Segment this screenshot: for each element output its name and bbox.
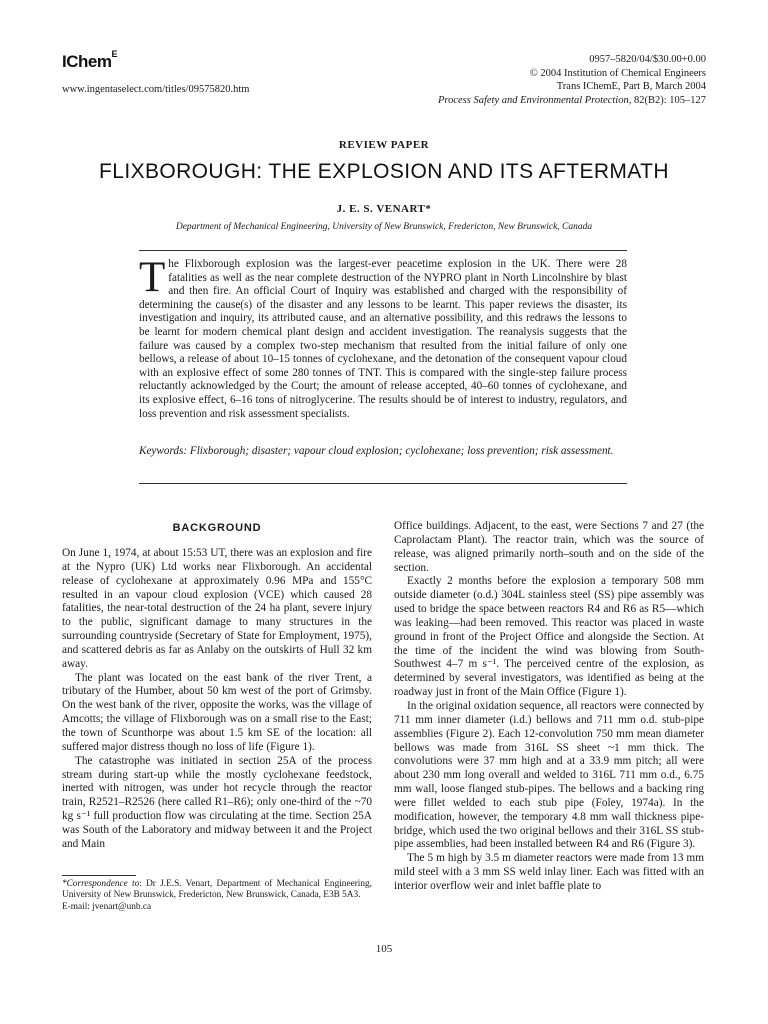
journal-volume: 82(B2): 105–127: [631, 94, 706, 106]
body-paragraph: On June 1, 1974, at about 15:53 UT, there was an explosion and fire at the Nypro (UK) Ltd works near Flixborough. An accidental release of cyclohexane at approximately 0.96 MPa and 155°C resulted in an vapour cloud explosion (VCE) which caused 28 fatalities, the near-total destruction of the 24 ha plant, severe injury to the public, significant damage to many structures in the surrounding countryside (Secretary of State for Employment, 1975), and scattered debris as far as Anlaby on the outskirts of Hull 32 km away.: [62, 547, 372, 670]
transactions-line: Trans IChemE, Part B, March 2004: [556, 81, 706, 92]
body-paragraph: Office buildings. Adjacent, to the east, were Sections 7 and 27 (the Caprolactam Plant). The reactor train, which was the source of release, was aligned primarily north–south and on the side of the section.: [394, 520, 704, 574]
footnote-text: : Dr J.E.S. Venart, Department of Mechanical Engineering, University of New Brunswick, Fredericton, New Brunswick, Canada, E3B 5A3.: [62, 879, 373, 901]
keywords: Keywords: Flixborough; disaster; vapour cloud explosion; cyclohexane; loss prevention; risk assessment.: [139, 445, 614, 457]
body-paragraph: The catastrophe was initiated in section 25A of the process stream during start-up while the mostly cyclohexane feedstock, inerted with nitrogen, was under hot recycle through the reactor train, R2521–R2526 (here called R1–R6); only one-third of the ~70 kg s⁻¹ full production flow was circulating at the time. Section 25A was South of the Laboratory and midway between it and the Project and Main: [62, 754, 372, 850]
abstract-top-rule: [139, 250, 627, 251]
icheme-logo: [62, 49, 117, 72]
paper-type: REVIEW PAPER: [338, 139, 430, 151]
body-column-left: [62, 547, 372, 852]
correspondence-footnote: [62, 879, 372, 913]
footnote-rule: [62, 875, 136, 876]
abstract-text: he Flixborough explosion was the largest-ever peacetime explosion in the UK. There were 28 fatalities as well as the near complete destruction of the NYPRO plant in North Lincolnshire by blast and then fire. An official Court of Inquiry was established and charged with the responsibility of determining the cause(s) of the disaster and any lessons to be learnt. This paper reviews the disaster, its investigation and inquiry, its attributed cause, and an alternative possibility, and this redraws the lessons to be learnt for modern chemical plant design and accident investigation. The reanalysis suggests that the failure was caused by a complex two-step mechanism that resulted from the initial failure of only one bellows, a release of about 10–15 tonnes of cyclohexane, and the detonation of the consequent vapour cloud with an explosive effect of some 280 tonnes of TNT. This is compared with the single-step failure process reluctantly acknowledged by the Court; the amount of release accepted, 40–60 tonnes of cyclohexane, and its explosive effect, 6–16 tons of nitroglycerine. The results should be of interest to industry, regulators, and loss prevention and risk assessment specialists.: [139, 258, 627, 420]
copyright-line: © 2004 Institution of Chemical Engineers: [529, 67, 706, 79]
body-paragraph: In the original oxidation sequence, all reactors were connected by 711 mm inner diameter (i.d.) bellows and 711 mm o.d. stub-pipe assemblies (Figure 2). Each 12-convolution 750 mm mean diameter bellows was made from 316L SS sheet ~1 mm thick. The convolutions were 37 mm high and at a 33.9 mm pitch; all were about 230 mm long overall and welded to 316L 711 mm o.d., 6.75 mm wall, loose flanged stub-pipes. The bellows and a backing ring were fillet welded to each stub pipe (Foley, 1974a). In the modification, however, the temporary 4.8 mm wall thickness pipe-bridge, which used the two original bellows and their 316L SS stub-pipe assemblies, had been installed between R4 and R6 (Figure 3).: [394, 699, 704, 851]
abstract: [139, 254, 627, 421]
footnote-email[interactable]: E-mail: jvenart@unb.ca: [62, 901, 152, 912]
body-paragraph: The plant was located on the east bank of the river Trent, a tributary of the Humber, about 50 km west of the port of Grimsby. On the west bank of the river, opposite the works, was the village of Amcotts; the village of Flixborough was on a small rise to the East; the town of Scunthorpe was about 1.5 km SE of the location: all suffered major distress though no loss of life (Figure 1).: [62, 671, 372, 753]
footnote-label: *Correspondence to: [62, 879, 140, 889]
author-name: J. E. S. VENART*: [336, 203, 432, 215]
logo-main-text: IChem: [62, 52, 112, 71]
journal-name: Process Safety and Environmental Protection,: [437, 94, 632, 106]
journal-url[interactable]: www.ingentaselect.com/titles/09575820.htm: [62, 84, 250, 95]
abstract-dropcap: T: [139, 254, 166, 301]
abstract-bottom-rule: [139, 483, 627, 484]
body-column-right: [394, 520, 704, 894]
journal-line: [438, 94, 706, 108]
body-paragraph: The 5 m high by 3.5 m diameter reactors were made from 13 mm mild steel with a 3 mm SS weld inlay liner. Each was fitted with an interior overflow weir and inlet baffle plate to: [394, 852, 704, 892]
author-affiliation: Department of Mechanical Engineering, University of New Brunswick, Fredericton, New Brunswick, Canada: [175, 222, 593, 232]
body-paragraph: Exactly 2 months before the explosion a temporary 508 mm outside diameter (o.d.) 304L stainless steel (SS) pipe assembly was used to bridge the space between reactors R4 and R6 as R5—which was leaking—had been removed. This reactor was placed in waste ground in front of the Project Office and alongside the Section. At the time of the incident the wind was blowing from South-Southwest 4–7 m s⁻¹. The perceived centre of the explosion, as determined by several investigators, was identified as being at the roadway just in front of the Main Office (Figure 1).: [394, 575, 704, 699]
paper-title: FLIXBOROUGH: THE EXPLOSION AND ITS AFTERMATH: [99, 160, 669, 183]
logo-superscript: E: [111, 49, 117, 60]
section-heading-background: BACKGROUND: [172, 522, 262, 534]
publication-info: [438, 53, 706, 107]
issn-price: 0957–5820/04/$30.00+0.00: [589, 54, 706, 65]
page-number: 105: [375, 943, 393, 955]
